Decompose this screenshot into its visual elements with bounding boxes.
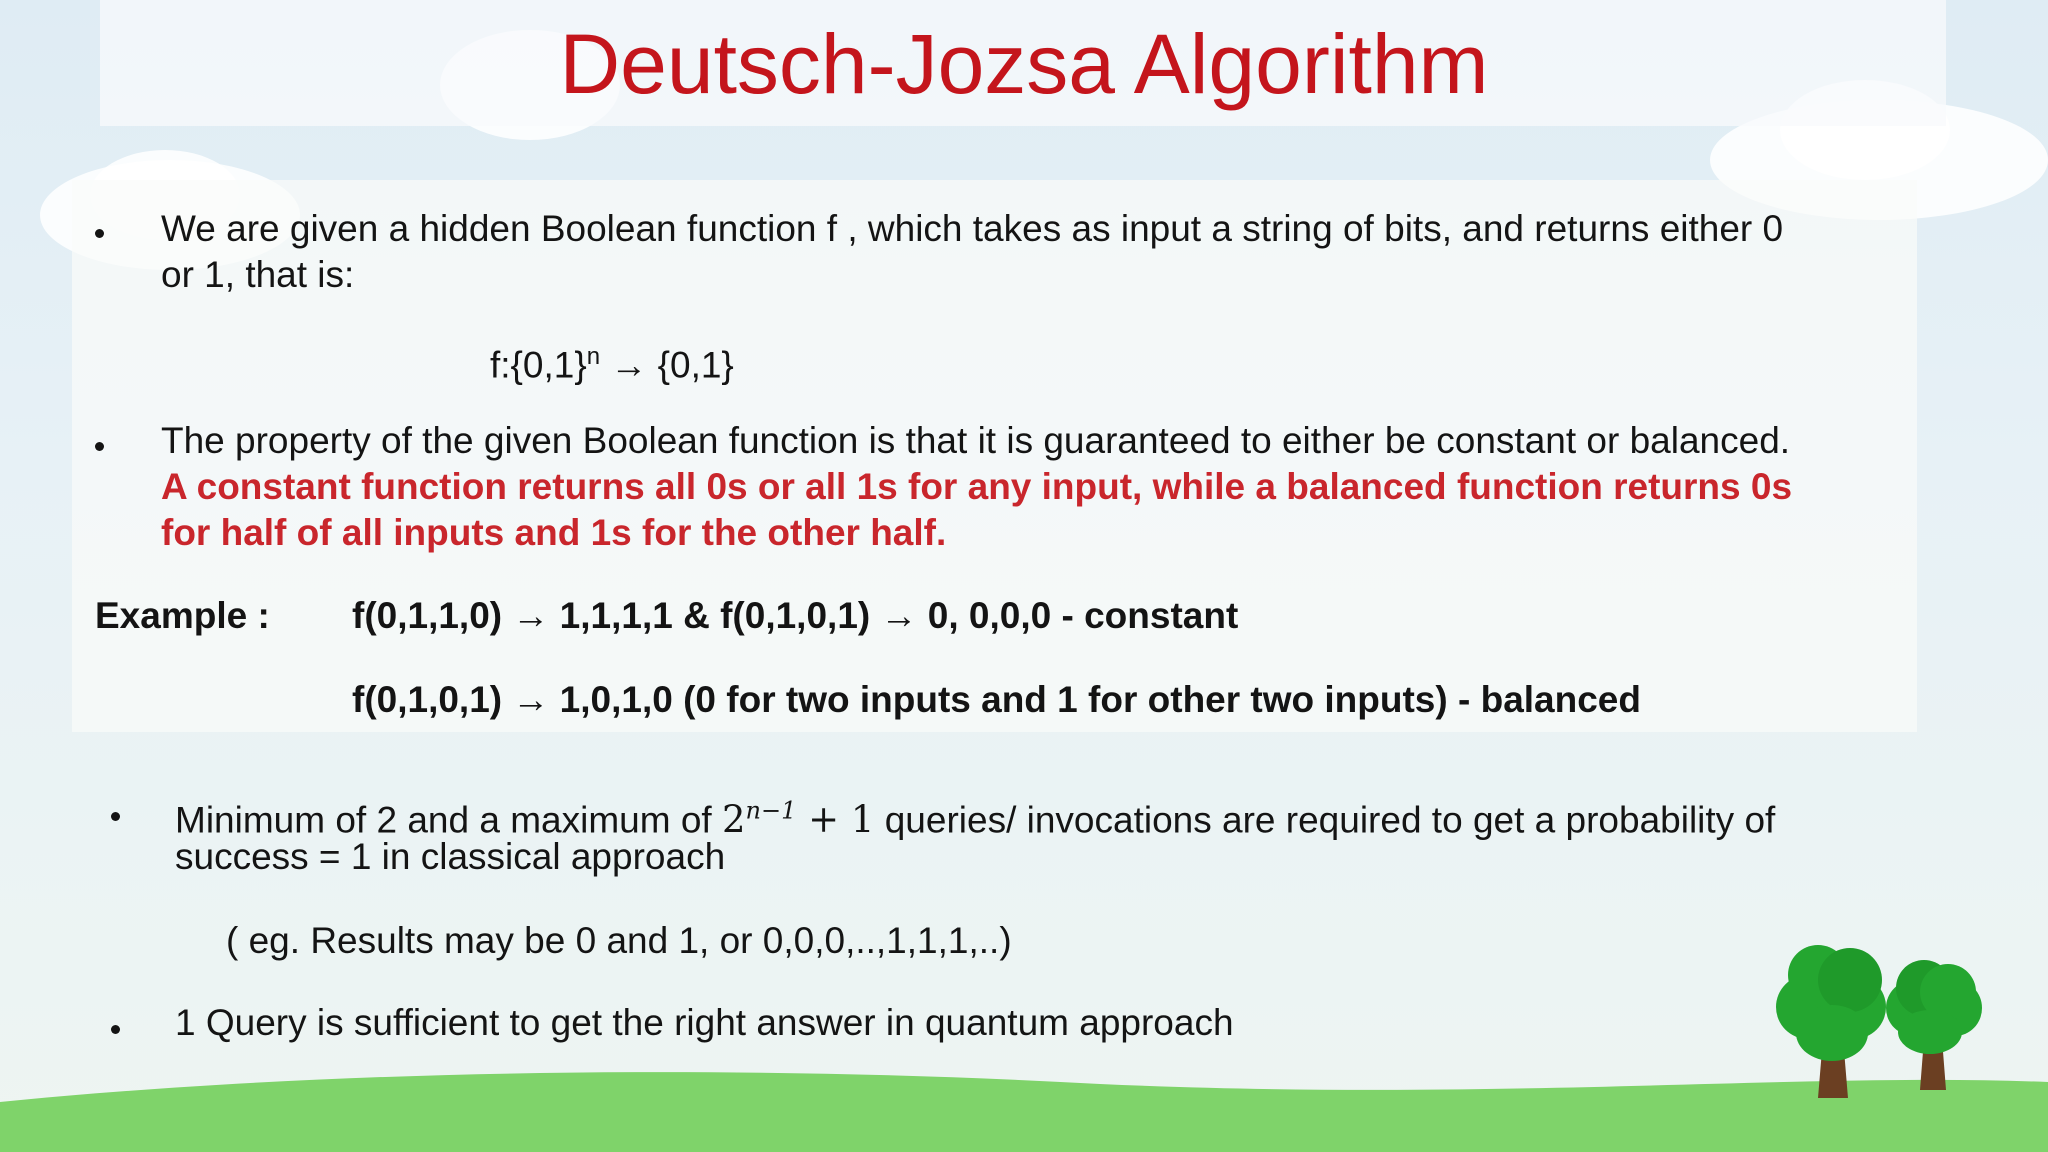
formula-suffix: → {0,1} — [600, 344, 734, 386]
math-base: 2 — [721, 798, 746, 842]
slide-title: Deutsch-Jozsa Algorithm — [559, 17, 1489, 111]
bullet4-line: 1 Query is sufficient to get the right answer in quantum approach — [175, 1002, 1234, 1043]
bullet2-line1: The property of the given Boolean function is that it is guaranteed to either be constant or balanced. — [161, 420, 1791, 461]
formula-prefix: f:{0,1} — [490, 344, 587, 386]
formula — [490, 334, 734, 388]
example-note: ( eg. Results may be 0 and 1, or 0,0,0,..,1,1,1,..) — [226, 920, 1012, 961]
tree-left-leaf-5 — [1796, 1005, 1868, 1061]
tree-right-leaf-5 — [1898, 1010, 1962, 1054]
example-balanced: f(0,1,0,1) → 1,0,1,0 (0 for two inputs and 1 for other two inputs) - balanced — [352, 679, 1641, 720]
bullet3-pre: Minimum of 2 and a maximum of — [175, 799, 722, 841]
formula-superscript: n — [586, 343, 601, 370]
math-expression — [722, 798, 874, 841]
bullet3-line2: success = 1 in classical approach — [175, 836, 726, 877]
math-exponent: n−1 — [745, 797, 797, 825]
bullet2-highlight-line1: A constant function returns all 0s or all 1s for any input, while a balanced function returns 0s — [161, 466, 1793, 507]
bullet-dot-2 — [95, 442, 104, 451]
grass-hill — [0, 1062, 2048, 1152]
bullet-dot-4 — [111, 1025, 120, 1034]
math-tail: + 1 — [796, 798, 875, 842]
bullet-dot-3 — [111, 812, 120, 821]
tree-left-leaf-4 — [1818, 948, 1882, 1012]
bullet1-line1: We are given a hidden Boolean function f , which takes as input a string of bits, and returns either 0 — [161, 208, 1784, 249]
bullet3-post: queries/ invocations are required to get a probability of — [874, 799, 1776, 841]
bullet2-highlight-line2: for half of all inputs and 1s for the other half. — [161, 512, 947, 553]
example-constant: f(0,1,1,0) → 1,1,1,1 & f(0,1,0,1) → 0, 0,0,0 - constant — [352, 595, 1239, 636]
bullet-dot-1 — [95, 229, 104, 238]
example-label: Example : — [95, 595, 270, 636]
bullet1-line2: or 1, that is: — [161, 254, 355, 295]
